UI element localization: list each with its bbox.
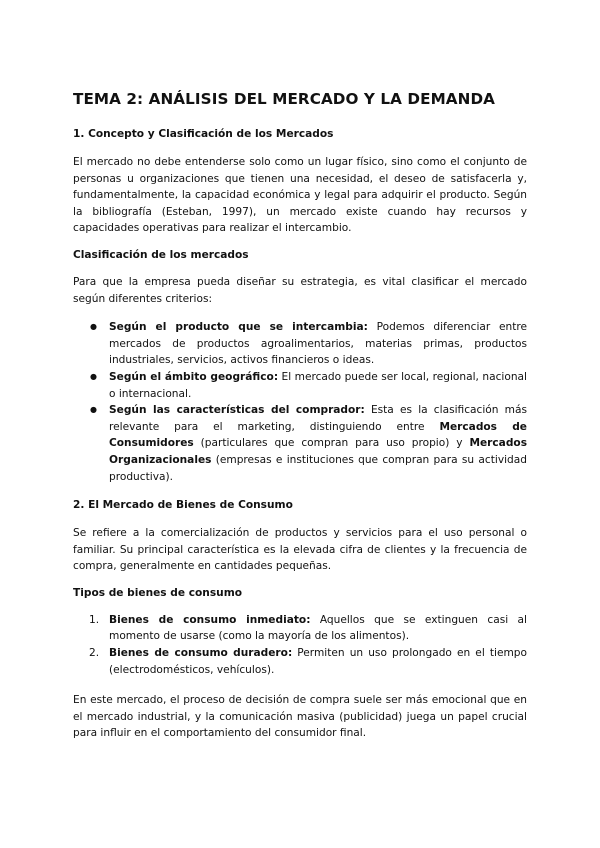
classification-list <box>73 319 527 485</box>
section-2-heading: 2. El Mercado de Bienes de Consumo <box>73 499 293 512</box>
closing-paragraph: En este mercado, el proceso de decisión de compra suele ser más emocional que en el mercado industrial, y la comunicación masiva (publicidad) juega un papel crucial para influir en el comportamiento del consumidor final. <box>73 694 527 740</box>
list-item-label: Bienes de consumo duradero: <box>109 647 293 660</box>
list-item-label: Según el producto que se intercambia: <box>109 321 368 334</box>
list-item <box>73 369 527 402</box>
bullet-marker: ● <box>90 371 97 381</box>
list-item-text: (empresas e instituciones que compran para su actividad productiva). <box>109 453 527 483</box>
list-item-label: Bienes de consumo inmediato: <box>109 613 311 626</box>
list-item-text: Permiten un uso prolongado en el tiempo (electrodomésticos, vehículos). <box>109 647 527 676</box>
list-item-text: El mercado puede ser local, regional, nacional o internacional. <box>109 370 527 400</box>
list-item-label: Según el ámbito geográfico: <box>109 370 279 383</box>
consumer-goods-subheading: Tipos de bienes de consumo <box>73 586 243 599</box>
classification-subheading: Clasificación de los mercados <box>73 248 249 261</box>
bullet-marker: ● <box>90 322 97 332</box>
document-title: TEMA 2: ANÁLISIS DEL MERCADO Y LA DEMANDA <box>73 90 496 108</box>
list-item-text: Esta es la clasificación más relevante para el marketing, distinguiendo entre <box>109 404 527 433</box>
organizational-markets-term: Mercados Organizacionales <box>109 437 527 466</box>
consumer-markets-term: Mercados de Consumidores <box>109 420 527 450</box>
section-2-paragraph: Se refiere a la comercialización de productos y servicios para el uso personal o familiar. Su principal característica es la elevada cifra de clientes y la frecuencia de compra, generalmente en cantidades pequeñas. <box>73 527 527 573</box>
list-number: 1. <box>89 613 100 626</box>
classification-paragraph: Para que la empresa pueda diseñar su estrategia, es vital clasificar el mercado según diferentes criterios: <box>73 275 527 305</box>
list-item-text: Podemos diferenciar entre mercados de productos agroalimentarios, materias primas, productos industriales, servicios, activos financieros o ideas. <box>109 321 527 367</box>
bullet-marker: ● <box>90 405 97 415</box>
list-item <box>73 645 527 678</box>
section-1-heading: 1. Concepto y Clasificación de los Mercados <box>73 128 334 140</box>
list-item <box>73 612 527 645</box>
list-item <box>73 319 527 369</box>
list-item-text: (particulares que compran para uso propio) y <box>193 437 470 450</box>
consumer-goods-list <box>73 612 527 678</box>
list-number: 2. <box>89 647 100 660</box>
list-item <box>73 402 527 485</box>
list-item-text: Aquellos que se extinguen casi al momento de usarse (como la mayoría de los alimentos). <box>109 613 527 643</box>
list-item-label: Según las características del comprador: <box>109 404 365 417</box>
section-1-intro: El mercado no debe entenderse solo como un lugar físico, sino como el conjunto de personas u organizaciones que tienen una necesidad, el deseo de satisfacerla y, fundamentalmente, la capacidad económica y legal para adquirir el producto. Según la bibliografía (Esteban, 1997), un mercado existe cuando hay recursos y capacidades operativas para realizar el intercambio. <box>73 156 527 235</box>
